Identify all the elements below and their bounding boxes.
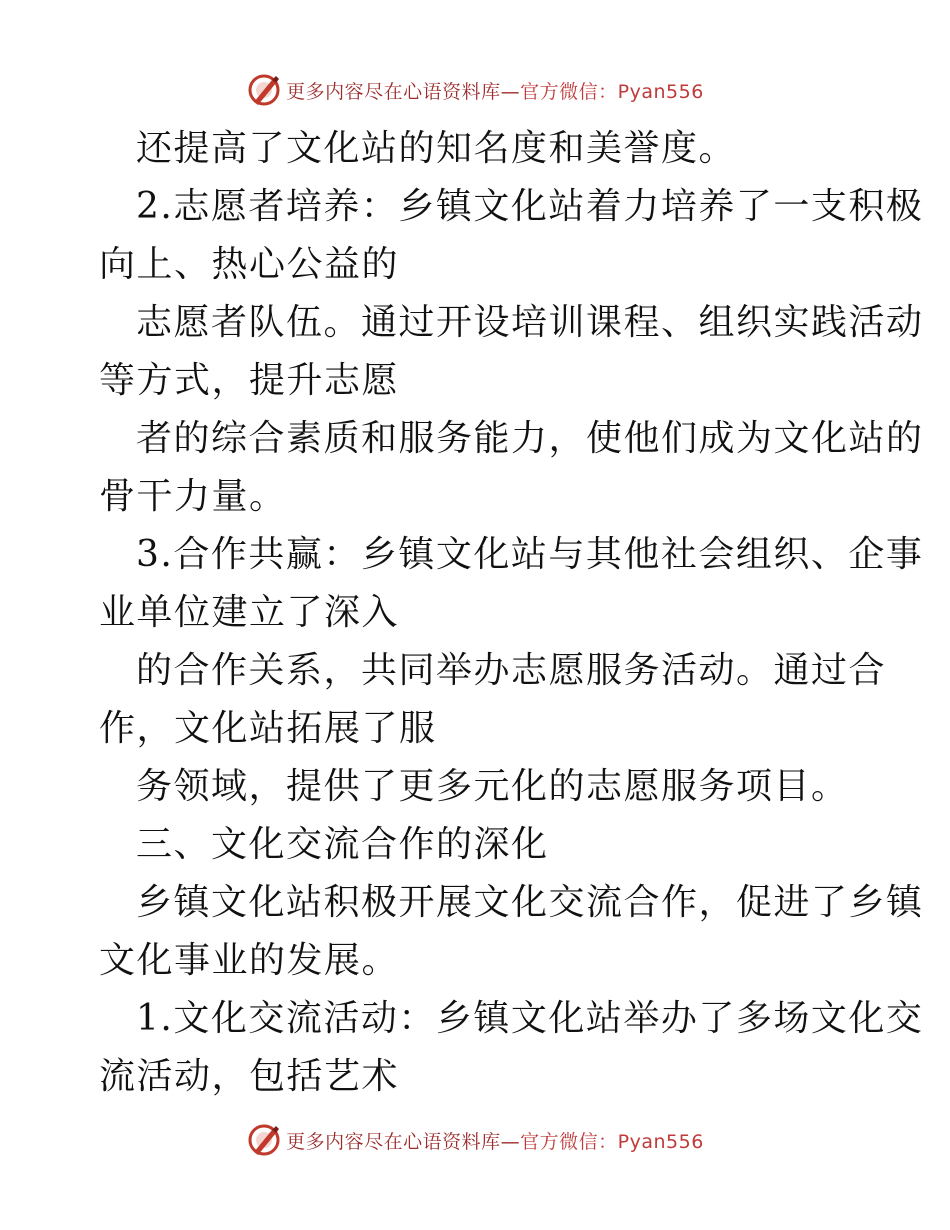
- footer-separator: —: [500, 1130, 521, 1153]
- section-heading: 三、文化交流合作的深化: [136, 824, 549, 865]
- header-brand-label: 更多内容尽在心语资料库: [286, 80, 501, 103]
- body-line: 3.合作共赢：乡镇文化站与其他社会组织、企事: [136, 534, 924, 575]
- body-line: 骨干力量。: [99, 476, 287, 517]
- body-line: 流活动，包括艺术: [99, 1056, 400, 1097]
- body-line: 志愿者队伍。通过开设培训课程、组织实践活动: [136, 302, 924, 343]
- body-line: 作，文化站拓展了服: [99, 708, 437, 749]
- body-line: 2.志愿者培养：乡镇文化站着力培养了一支积极: [136, 186, 924, 227]
- body-line: 向上、热心公益的: [99, 244, 400, 285]
- header-separator: —: [500, 80, 521, 103]
- body-line: 务领域，提供了更多元化的志愿服务项目。: [136, 766, 849, 807]
- footer-brand-label: 更多内容尽在心语资料库: [286, 1130, 501, 1153]
- header-wechat-label: 官方微信：Pyan556: [520, 80, 704, 103]
- body-line: 1.文化交流活动：乡镇文化站举办了多场文化交: [136, 998, 924, 1039]
- pen-circle-logo-icon: [246, 72, 282, 108]
- footer-brand-text: [286, 1127, 704, 1154]
- header-watermark: [0, 70, 950, 110]
- body-line: 业单位建立了深入: [99, 592, 400, 633]
- body-line: 文化事业的发展。: [99, 940, 400, 981]
- body-line: 的合作关系，共同举办志愿服务活动。通过合: [136, 650, 887, 691]
- body-line: 乡镇文化站积极开展文化交流合作，促进了乡镇: [136, 882, 924, 923]
- header-brand-text: [286, 77, 704, 104]
- body-line: 者的综合素质和服务能力，使他们成为文化站的: [136, 418, 924, 459]
- footer-wechat-label: 官方微信：Pyan556: [520, 1130, 704, 1153]
- body-line: 还提高了文化站的知名度和美誉度。: [136, 128, 737, 169]
- footer-watermark: [0, 1120, 950, 1160]
- pen-circle-logo-icon: [246, 1122, 282, 1158]
- body-line: 等方式，提升志愿: [99, 360, 400, 401]
